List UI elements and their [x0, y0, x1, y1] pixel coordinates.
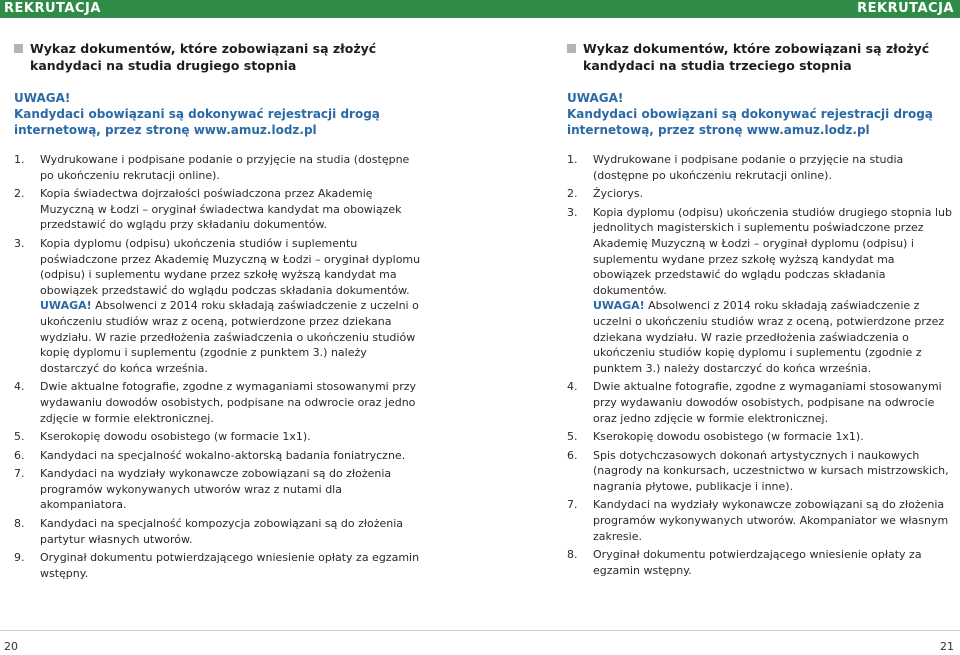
item-number: 7. — [14, 467, 25, 481]
list-item — [14, 379, 426, 426]
list-item — [567, 152, 955, 183]
item-text: Kandydaci na wydziały wykonawcze zobowiązani są do złożenia programów wykonywanych utworów. Akompaniator we własnym zakresie. — [593, 498, 949, 543]
item-text: Spis dotychczasowych dokonań artystycznych i naukowych (nagrody na konkursach, uczestnictwo w kursach mistrzowskich, nagrania płytowe, publikacje i inne). — [593, 448, 949, 493]
right-page-column — [567, 40, 955, 581]
item-text: Kopia dyplomu (odpisu) ukończenia studiów i suplementu poświadczone przez Akademię Muzyczną w Łodzi – oryginał dyplomu (odpisu) i suplementu wydane przez szkołę wyższą kandydat ma obowiązek przedstawić do wglądu podczas składania dokumentów. — [40, 236, 421, 297]
item-number: 5. — [567, 430, 578, 444]
right-notice-text: Kandydaci obowiązani są dokonywać rejestracji drogą internetową, przez stronę www.amuz.lodz.pl — [567, 107, 933, 137]
item-number: 8. — [14, 517, 25, 531]
item-text: Oryginał dokumentu potwierdzającego wniesienie opłaty za egzamin wstępny. — [40, 551, 420, 580]
item-number: 3. — [14, 236, 25, 250]
list-item — [567, 429, 955, 445]
item-text: Dwie aktualne fotografie, zgodne z wymaganiami stosowanymi przy wydawaniu dowodów osobistych, podpisane na odwrocie oraz jedno zdjęcie w formie elektronicznej. — [40, 380, 417, 425]
right-notice-title: UWAGA! — [567, 91, 624, 105]
header-left-label: REKRUTACJA — [4, 1, 101, 16]
item-number: 6. — [567, 448, 578, 462]
item-text: Życiorys. — [593, 187, 644, 201]
left-notice-text: Kandydaci obowiązani są dokonywać rejestracji drogą internetową, przez stronę www.amuz.lodz.pl — [14, 107, 380, 137]
item-note-label: UWAGA! — [593, 299, 645, 313]
item-text: Dwie aktualne fotografie, zgodne z wymaganiami stosowanymi przy wydawaniu dowodów osobistych, podpisane na odwrocie oraz jedno zdjęcie w formie elektronicznej. — [593, 380, 942, 425]
item-note-label: UWAGA! — [40, 299, 92, 313]
item-number: 4. — [567, 380, 578, 394]
item-text: Kserokopię dowodu osobistego (w formacie 1x1). — [593, 430, 864, 444]
item-number: 7. — [567, 498, 578, 512]
list-item — [567, 547, 955, 578]
list-item — [567, 379, 955, 426]
list-item — [14, 448, 426, 464]
item-text: Wydrukowane i podpisane podanie o przyjęcie na studia (dostępne po ukończeniu rekrutacji online). — [593, 153, 904, 182]
item-text: Kandydaci na specjalność wokalno-aktorską badania foniatryczne. — [40, 448, 406, 462]
item-note-text: Absolwenci z 2014 roku składają zaświadczenie z uczelni o ukończeniu studiów wraz z oceną, potwierdzone przez dziekana wydziału. W razie przedłożenia zaświadczenia o ukończeniu studiów kopię dyplomu i suplementu (zgodnie z punktem 3.) należy dostarczyć do końca września. — [593, 299, 945, 375]
item-text: Kandydaci na specjalność kompozycja zobowiązani są do złożenia partytur własnych utworów. — [40, 517, 404, 546]
item-number: 6. — [14, 448, 25, 462]
left-heading-text: Wykaz dokumentów, które zobowiązani są złożyć kandydaci na studia drugiego stopnia — [30, 41, 377, 73]
item-number: 1. — [14, 153, 25, 166]
item-number: 5. — [14, 430, 25, 444]
right-requirements-list — [567, 152, 955, 578]
item-number: 3. — [567, 205, 578, 219]
list-item — [14, 152, 426, 183]
list-item — [567, 497, 955, 544]
list-item — [567, 448, 955, 495]
item-text: Kandydaci na wydziały wykonawcze zobowiązani są do złożenia programów wykonywanych utworów wraz z nutami dla akompaniatora. — [40, 467, 392, 512]
list-item — [567, 205, 955, 377]
list-item — [14, 236, 426, 376]
left-section-heading — [14, 40, 426, 74]
left-notice-title: UWAGA! — [14, 91, 71, 105]
header-bar — [0, 0, 960, 18]
item-number: 2. — [567, 187, 578, 201]
right-heading-text: Wykaz dokumentów, które zobowiązani są złożyć kandydaci na studia trzeciego stopnia — [583, 41, 930, 73]
list-item — [14, 429, 426, 445]
list-item — [14, 516, 426, 547]
right-notice — [567, 90, 955, 138]
item-text: Kserokopię dowodu osobistego (w formacie 1x1). — [40, 430, 311, 444]
list-item — [14, 466, 426, 513]
item-number: 8. — [567, 548, 578, 562]
square-bullet-icon — [14, 44, 23, 53]
page-number-right: 21 — [940, 640, 954, 653]
item-number: 1. — [567, 153, 578, 166]
item-number: 2. — [14, 187, 25, 201]
header-right-label: REKRUTACJA — [857, 1, 954, 16]
left-notice — [14, 90, 426, 138]
list-item — [14, 550, 426, 581]
item-text: Kopia dyplomu (odpisu) ukończenia studiów drugiego stopnia lub jednolitych magisterskich i suplementu poświadczone przez Akademię Muzyczną w Łodzi – oryginał dyplomu (odpisu) i suplementu wydane przez szkołę wyższą kandydat ma obowiązek przedstawić do wglądu podczas składania dokumentów. — [593, 205, 952, 297]
list-item — [567, 186, 955, 202]
left-page-column — [14, 40, 426, 584]
item-note-text: Absolwenci z 2014 roku składają zaświadczenie z uczelni o ukończeniu studiów wraz z oceną, potwierdzone przez dziekana wydziału. W razie przedłożenia zaświadczenia o ukończeniu studiów kopię dyplomu i suplementu (zgodnie z punktem 3.) należy dostarczyć do końca września. — [40, 299, 419, 375]
item-text: Oryginał dokumentu potwierdzającego wniesienie opłaty za egzamin wstępny. — [593, 548, 922, 577]
left-requirements-list — [14, 152, 426, 581]
footer-divider — [0, 630, 960, 631]
item-number: 4. — [14, 380, 25, 394]
list-item — [14, 186, 426, 233]
item-number: 9. — [14, 551, 25, 565]
page-number-left: 20 — [4, 640, 18, 653]
square-bullet-icon — [567, 44, 576, 53]
item-text: Kopia świadectwa dojrzałości poświadczona przez Akademię Muzyczną w Łodzi – oryginał świadectwa kandydat ma obowiązek przedstawić do wglądu przy składaniu dokumentów. — [40, 187, 402, 232]
right-section-heading — [567, 40, 955, 74]
item-text: Wydrukowane i podpisane podanie o przyjęcie na studia (dostępne po ukończeniu rekrutacji online). — [40, 153, 410, 182]
